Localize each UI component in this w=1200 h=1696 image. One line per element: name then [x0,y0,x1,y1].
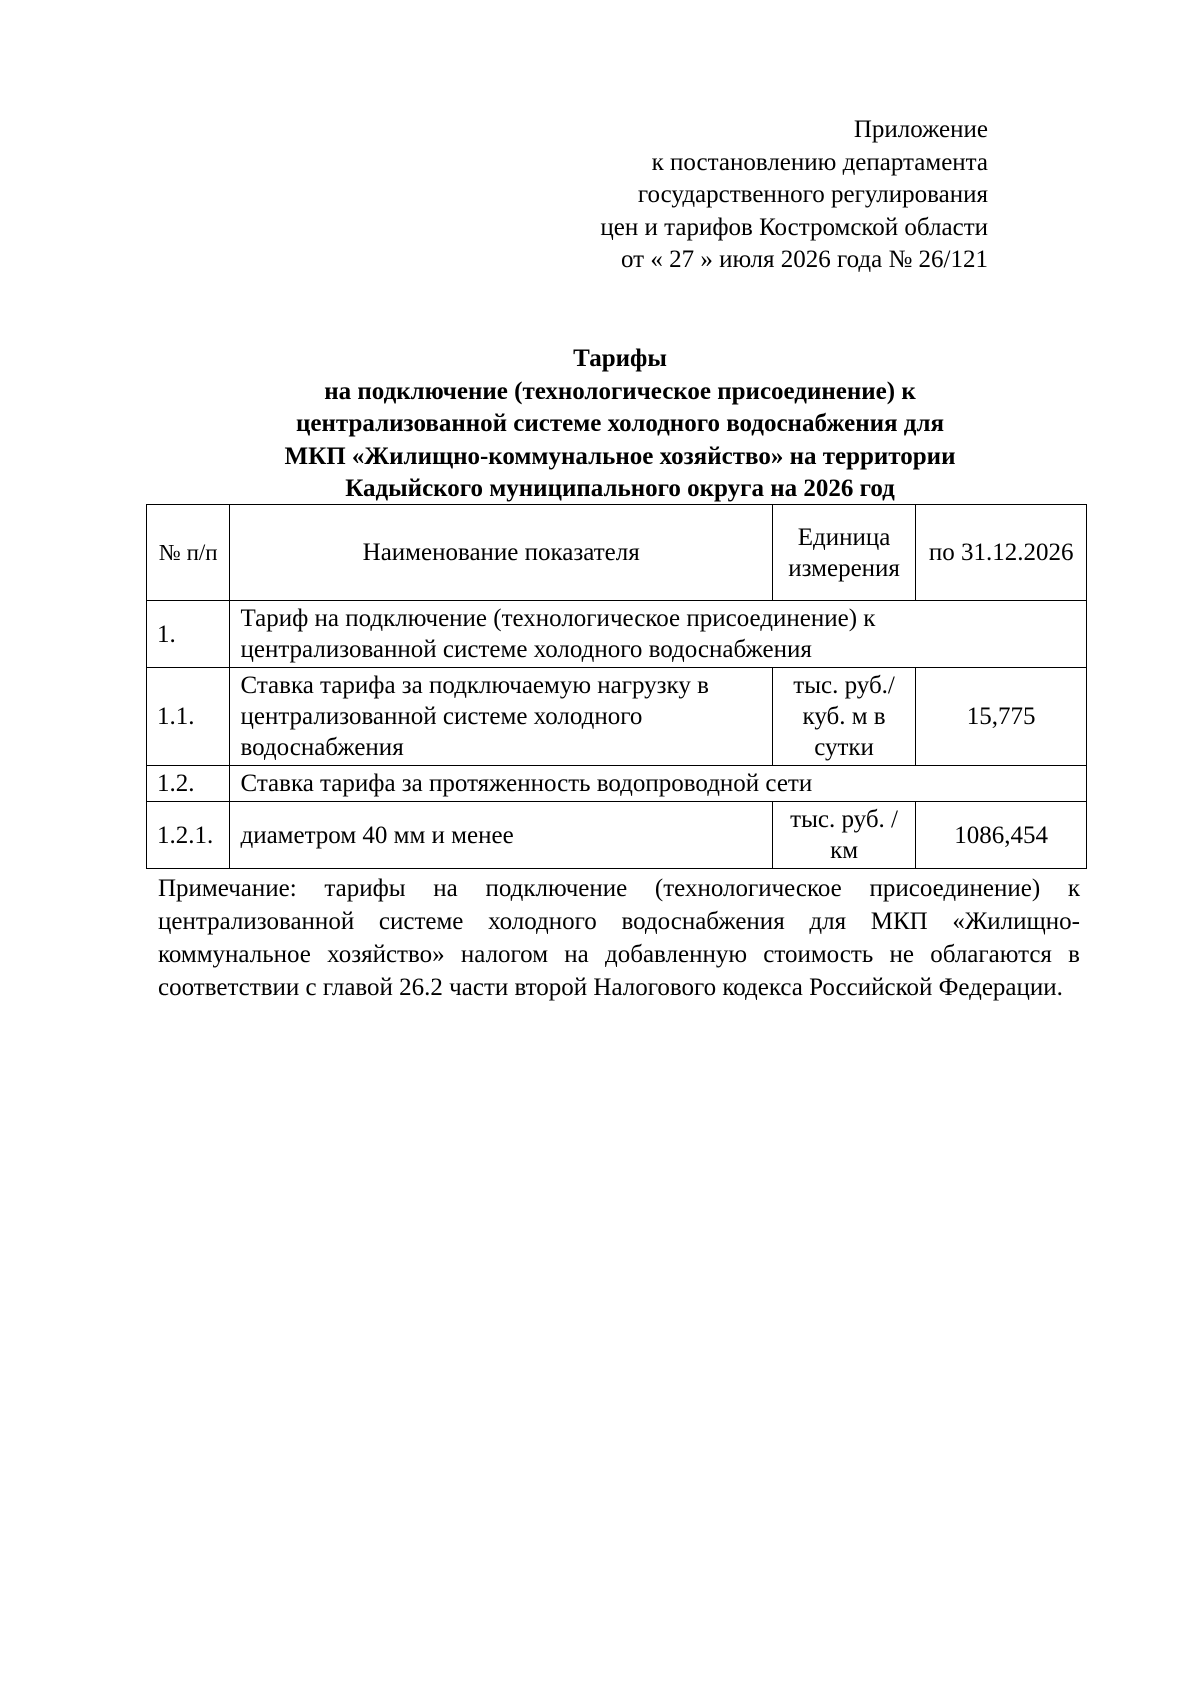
appendix-header [600,114,988,277]
title-line: Кадыйского муниципального округа на 2026 год [345,475,895,502]
row-value: 15,775 [916,668,1087,766]
appendix-line: к постановлению департамента [651,148,988,176]
row-number: 1.2.1. [147,802,230,869]
header-value-date: по 31.12.2026 [916,505,1087,601]
row-name: Тариф на подключение (технологическое присоединение) к централизованной системе холодного водоснабжения [230,601,1087,668]
appendix-line: от « 27 » июля 2026 года № 26/121 [620,246,988,273]
row-number: 1. [147,601,230,668]
note-paragraph: Примечание: тарифы на подключение (технологическое присоединение) к централизованной системе холодного водоснабжения для МКП «Жилищно-коммунальное хозяйство» налогом на добавленную стоимость не облагаются в соответствии с главой 26.2 части второй Налогового кодекса Российской Федерации. [158,875,1080,1001]
row-number: 1.2. [147,766,230,802]
title-line: централизованной системе холодного водоснабжения для [296,410,944,437]
table-row [147,601,1087,668]
table-row [147,668,1087,766]
appendix-line: Приложение [853,116,988,143]
appendix-line: государственного регулирования [637,181,988,208]
title-line: МКП «Жилищно-коммунальное хозяйство» на территории [284,442,956,470]
title-line: Тарифы [573,345,667,372]
header-unit: Единица измерения [772,505,915,601]
document-title [150,343,1090,506]
row-name: диаметром 40 мм и менее [230,802,772,869]
row-name: Ставка тарифа за подключаемую нагрузку в централизованной системе холодного водоснабжения [230,668,772,766]
row-unit: тыс. руб./ куб. м в сутки [772,668,915,766]
tariffs-table [146,504,1087,869]
title-line: на подключение (технологическое присоединение) к [324,377,916,405]
appendix-line: цен и тарифов Костромской области [600,213,988,241]
row-number: 1.1. [147,668,230,766]
row-name: Ставка тарифа за протяженность водопроводной сети [230,766,1087,802]
table-row [147,802,1087,869]
header-number: № п/п [147,505,230,601]
header-indicator-name: Наименование показателя [230,505,772,601]
row-value: 1086,454 [916,802,1087,869]
table-row [147,766,1087,802]
row-unit: тыс. руб. /км [772,802,915,869]
table-header-row [147,505,1087,601]
